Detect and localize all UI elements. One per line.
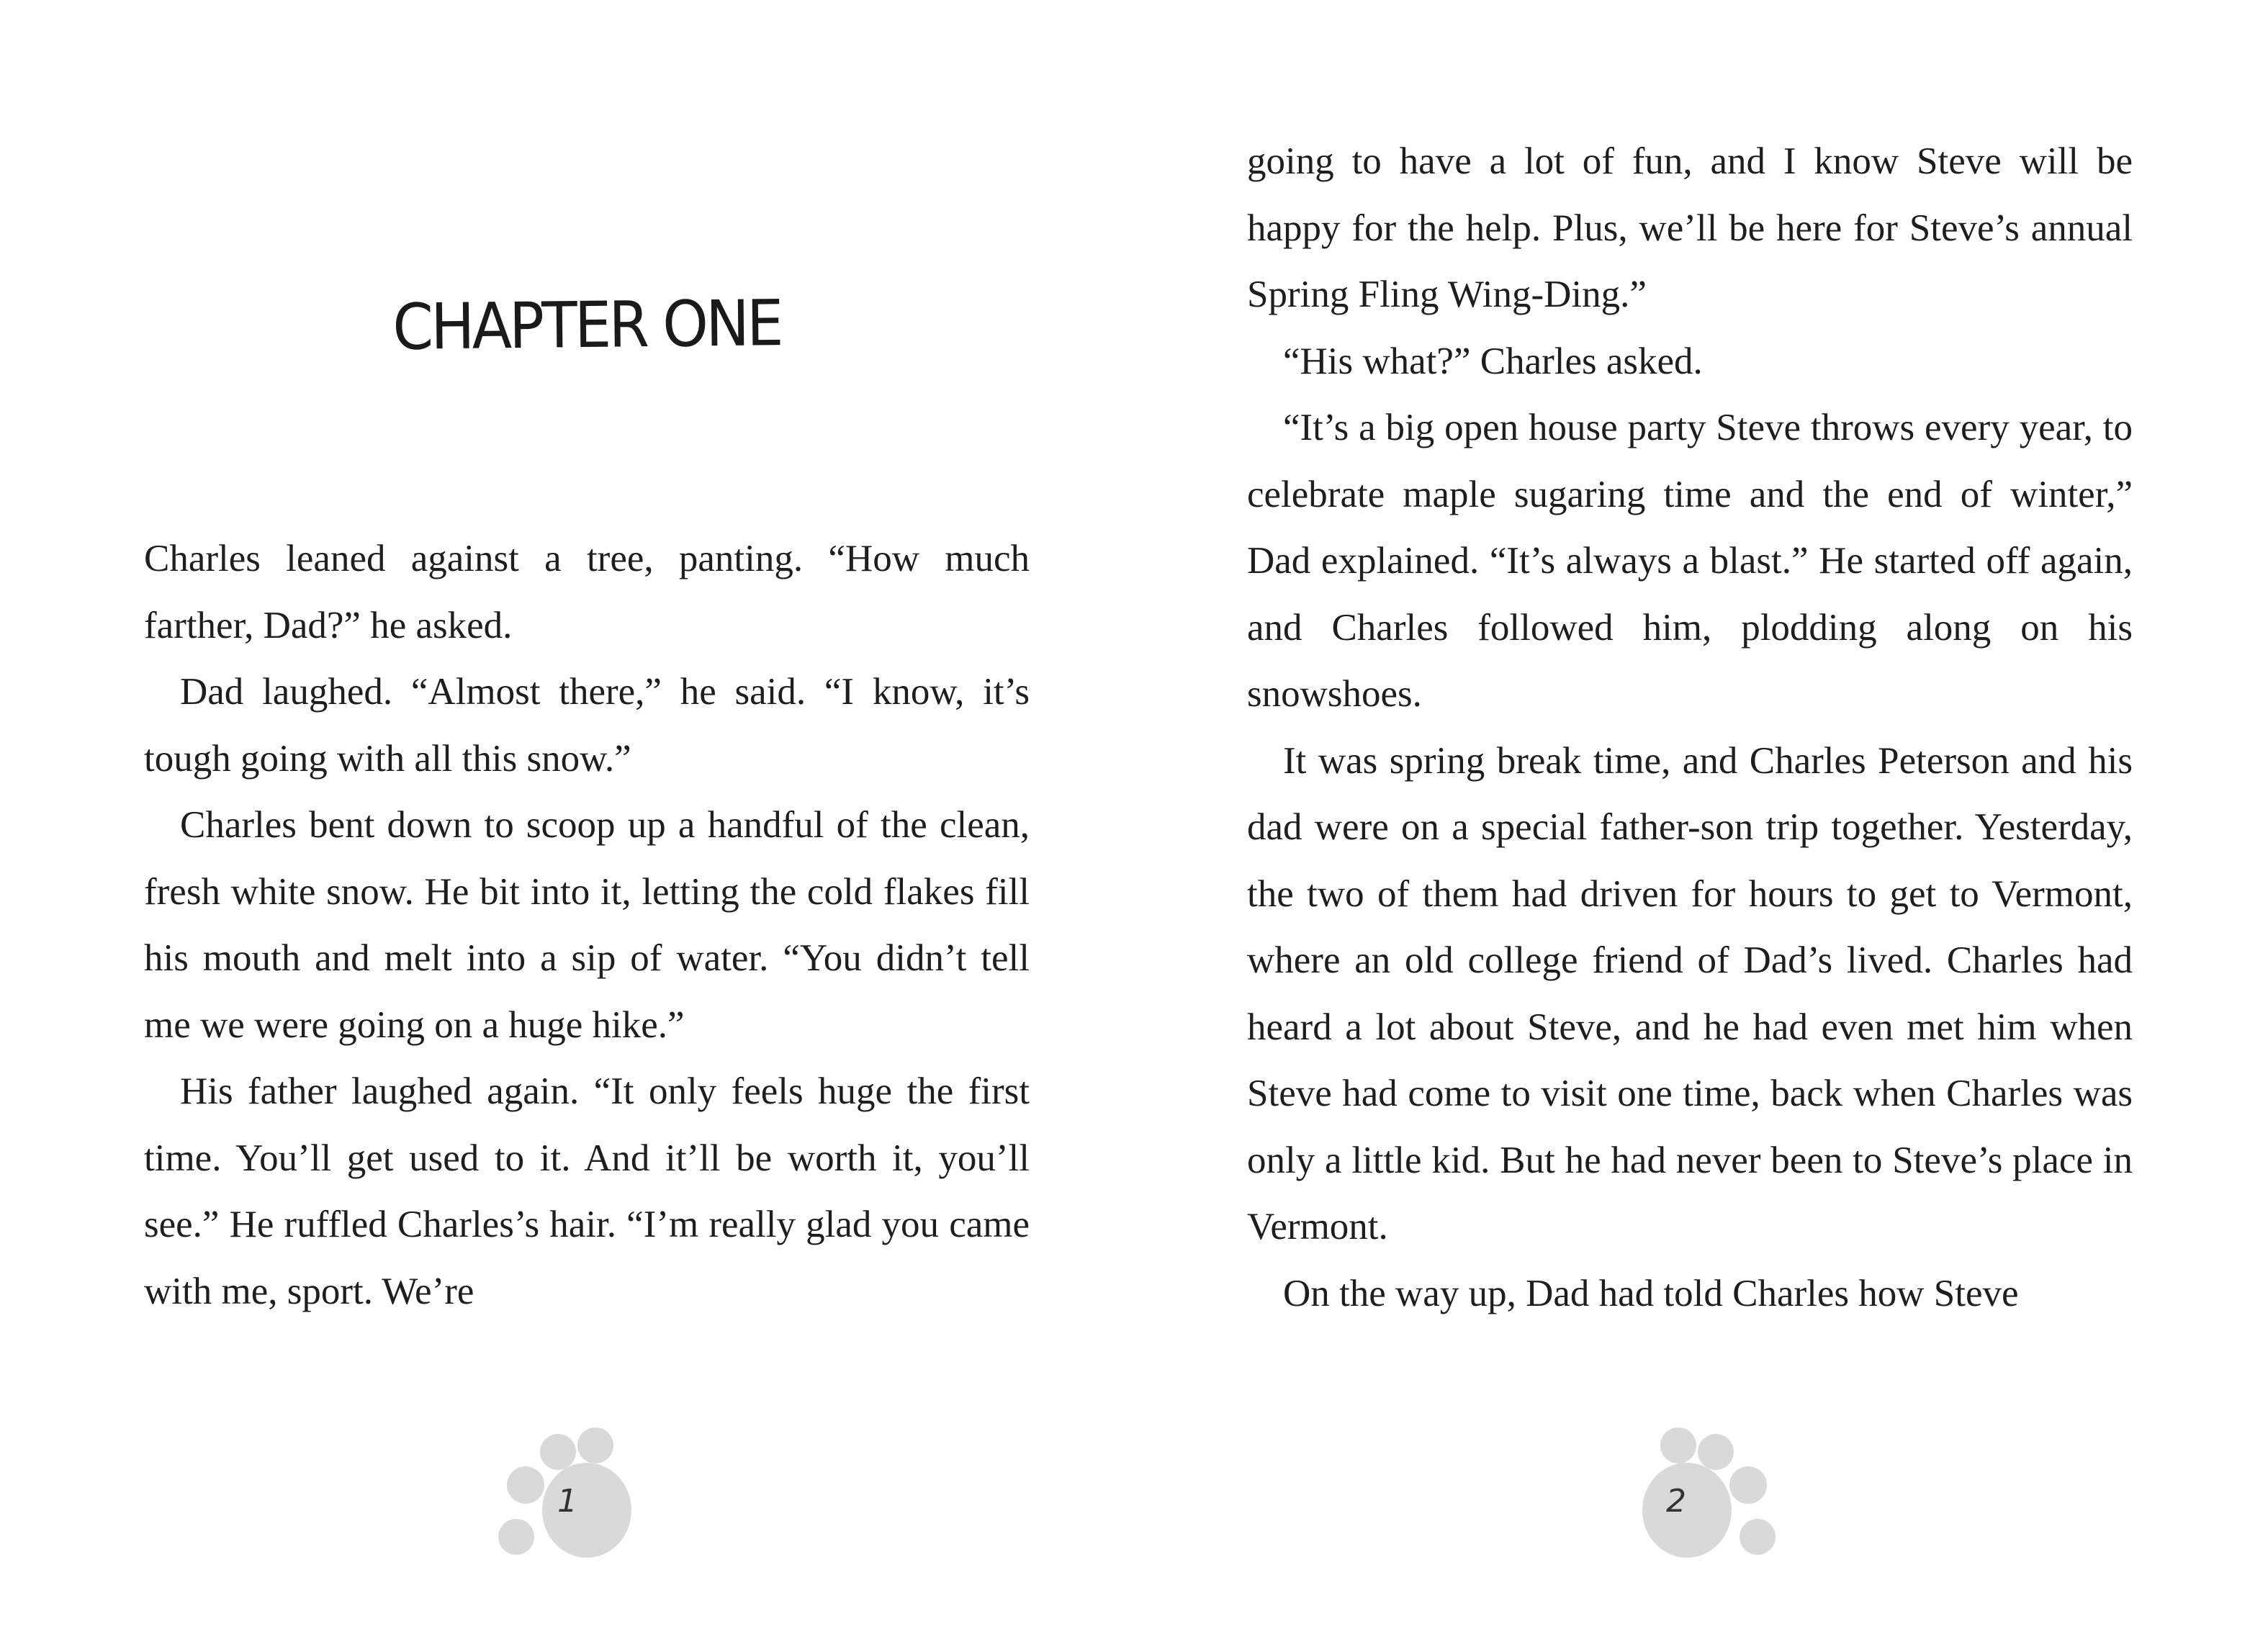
- paragraph: His father laughed again. “It only feels huge the first time. You’ll get used to it. And it’ll be worth it, you’ll see.” He ruffled Charles’s hair. “I’m really glad you came with me, sport. We’re: [144, 1070, 1030, 1312]
- paragraph: Dad laughed. “Almost there,” he said. “I know, it’s tough going with all this snow.”: [144, 671, 1030, 780]
- right-page-text: [1247, 128, 2133, 1327]
- chapter-title-text: CHAPTER ONE: [392, 286, 782, 364]
- paragraph: “It’s a big open house party Steve throws every year, to celebrate maple sugaring time and the end of winter,” Dad explained. “It’s always a blast.” He started off again, and Charles followed him, plodding along on his snowshoes.: [1247, 407, 2133, 715]
- paragraph: going to have a lot of fun, and I know Steve will be happy for the help. Plus, we’ll be here for Steve’s annual Spring Fling Wing-Ding.”: [1247, 140, 2133, 315]
- page-number-badge: [1633, 1425, 1777, 1569]
- chapter-title: [143, 284, 1030, 367]
- paragraph: “His what?” Charles asked.: [1283, 340, 1703, 382]
- left-page-text: [144, 525, 1030, 1325]
- paragraph: Charles bent down to scoop up a handful of the clean, fresh white snow. He bit into it, letting the cold flakes fill his mouth and melt into a sip of water. “You didn’t tell me we were going on a huge hike.”: [144, 804, 1030, 1046]
- right-page: [1134, 0, 2268, 1647]
- page-number-badge: [497, 1425, 641, 1569]
- paragraph: It was spring break time, and Charles Peterson and his dad were on a special father-son trip together. Yesterday, the two of them had driven for hours to get to Vermont, where an old college friend of Dad’s lived. Charles had heard a lot about Steve, and he had even met him when Steve had come to visit one time, back when Charles was only a little kid. But he had never been to Steve’s place in Vermont.: [1247, 739, 2133, 1247]
- paragraph: Charles leaned against a tree, panting. “How much farther, Dad?” he asked.: [144, 538, 1030, 646]
- paragraph: On the way up, Dad had told Charles how Steve: [1283, 1272, 2019, 1314]
- page-number: 1: [557, 1483, 577, 1520]
- page-number: 2: [1666, 1483, 1686, 1520]
